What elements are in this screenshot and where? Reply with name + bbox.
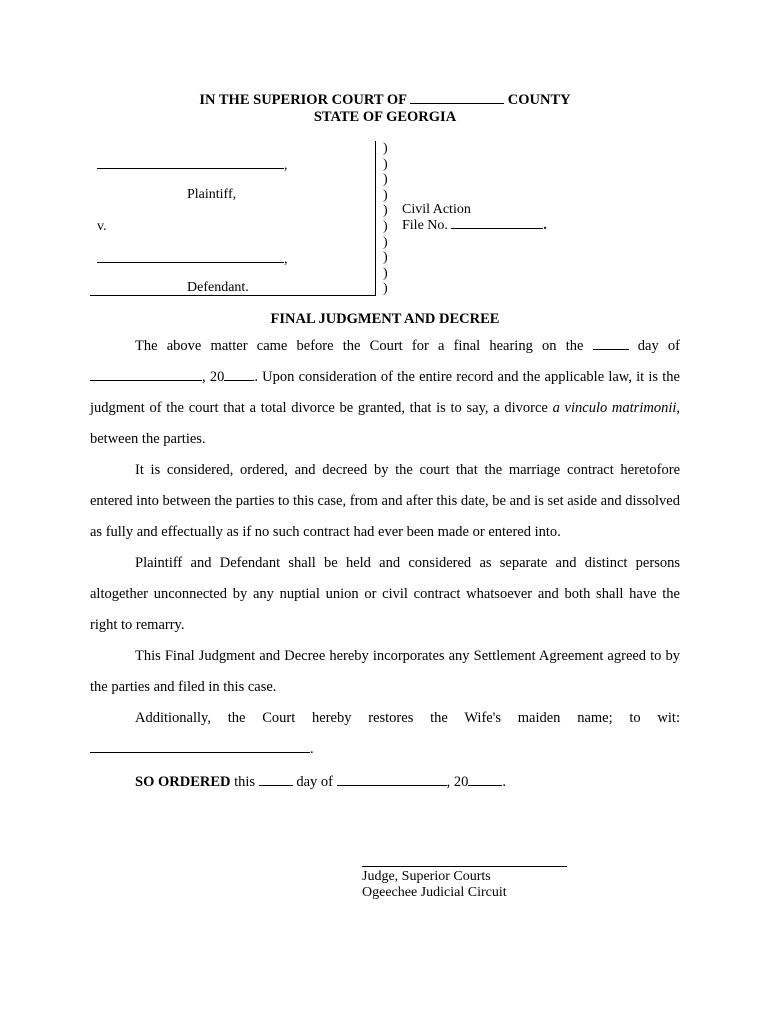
court-heading: [0, 92, 770, 109]
order-month-blank: [337, 785, 447, 786]
court-prefix: IN THE SUPERIOR COURT OF: [199, 92, 407, 108]
file-number-line: File No. .: [402, 218, 547, 233]
paragraph-settlement: This Final Judgment and Decree hereby incorporates any Settlement Agreement agreed to by the parties and filed in this case.: [90, 648, 680, 695]
paragraph-hearing: The above matter came before the Court for a final hearing on the day of , 20 . Upon consideration of the entire record and the applicable law, it is the judgment of the court that a total divorce be granted, that is to say, a divorce a vinculo matrimonii, between the parties.: [90, 338, 681, 447]
defendant-name-line: ,: [97, 252, 288, 268]
plaintiff-name-line: ,: [97, 158, 288, 174]
versus-label: v.: [97, 219, 107, 234]
judge-signature-line: [362, 866, 567, 867]
file-number-blank: [451, 228, 543, 229]
court-suffix: COUNTY: [507, 92, 571, 108]
order-day-blank: [259, 785, 293, 786]
paragraph-separation: Plaintiff and Defendant shall be held and considered as separate and distinct persons altogether unconnected by any nuptial union or civil contract whatsoever and both shall have the right to remarry.: [90, 555, 680, 633]
caption-vertical-rule: [375, 141, 376, 296]
paragraph-maiden-name: Additionally, the Court hereby restores the Wife's maiden name; to wit: .: [90, 703, 680, 765]
state-heading: STATE OF GEORGIA: [313, 109, 457, 125]
county-blank: [410, 103, 504, 104]
plaintiff-label: Plaintiff,: [187, 187, 237, 202]
caption-parentheses: ) ) ) ) ) ) ) ) ) ): [383, 141, 388, 297]
file-number-label: File No.: [402, 218, 448, 233]
defendant-label: Defendant.: [187, 280, 249, 295]
judge-title: Judge, Superior Courts: [362, 869, 491, 884]
plaintiff-name-blank: [97, 168, 284, 169]
hearing-year-blank: [224, 380, 254, 381]
so-ordered-line: SO ORDERED this day of , 20 .: [135, 774, 506, 790]
defendant-name-blank: [97, 262, 284, 263]
hearing-day-blank: [593, 349, 629, 350]
order-year-blank: [468, 785, 502, 786]
so-ordered-label: SO ORDERED: [135, 774, 231, 790]
latin-phrase: a vinculo matrimonii: [552, 400, 677, 416]
hearing-month-blank: [90, 380, 202, 381]
maiden-name-blank: [90, 752, 310, 753]
judgment-body: [90, 331, 680, 798]
caption-bottom-rule: [90, 295, 376, 296]
judicial-circuit: Ogeechee Judicial Circuit: [362, 885, 507, 900]
civil-action-label: Civil Action: [402, 202, 471, 217]
paragraph-dissolution: It is considered, ordered, and decreed by the court that the marriage contract heretofore entered into between the parties to this case, from and after this date, be and is set aside and dissolved as fully and effectually as if no such contract had ever been made or entered into.: [90, 462, 680, 540]
document-title: FINAL JUDGMENT AND DECREE: [270, 311, 500, 327]
